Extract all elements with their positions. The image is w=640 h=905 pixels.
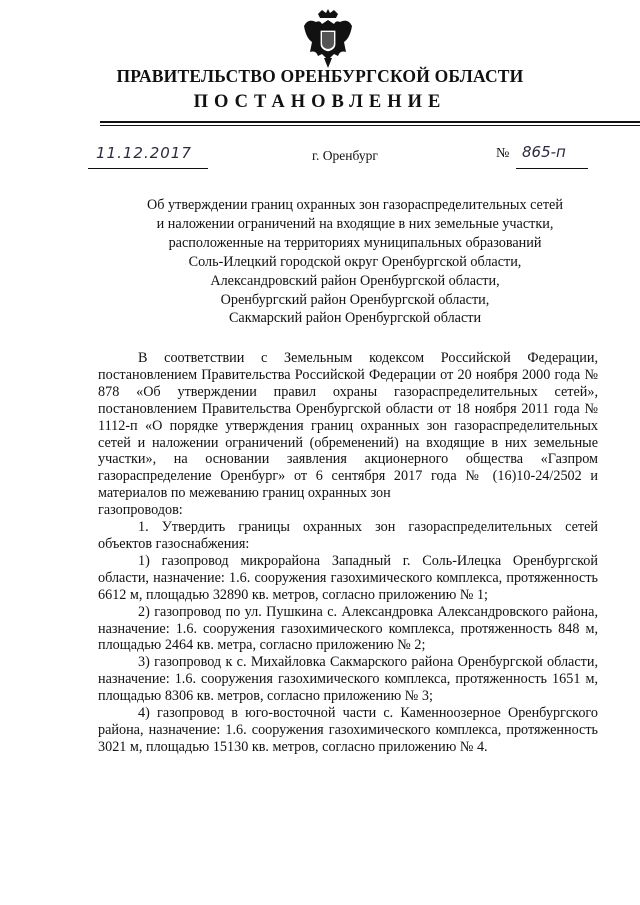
- government-title: ПРАВИТЕЛЬСТВО ОРЕНБУРГСКОЙ ОБЛАСТИ: [116, 66, 524, 86]
- heading-line: Сакмарский район Оренбургской области: [228, 310, 482, 327]
- list-item: 4) газопровод в юго-восточной части с. Каменноозерное Оренбургского района, назначение: 1.6. сооружения газохимического комплекса, протяженность 3021 м, площадью 15130 кв. метров, согласно приложению № 4.: [98, 705, 598, 755]
- city-name: г. Оренбург: [312, 148, 378, 163]
- document-type: ПОСТАНОВЛЕНИЕ: [193, 92, 447, 112]
- heading-line: Оренбургский район Оренбургской области,: [220, 291, 490, 308]
- document-body: [98, 350, 598, 756]
- number-label: №: [496, 146, 510, 161]
- header-rule-thin: [100, 125, 640, 126]
- header-rule-thick: [100, 121, 640, 123]
- list-item: 2) газопровод по ул. Пушкина с. Александровка Александровского района, назначение: 1.6. сооружения газохимического комплекса, протяженность 848 м, площадью 2464 кв. метра, согласно приложению № 2;: [98, 603, 598, 654]
- heading-line: Об утверждении границ охранных зон газораспределительных сетей: [147, 197, 563, 213]
- preamble-tail: газопроводов:: [98, 502, 183, 519]
- list-item: 1) газопровод микрорайона Западный г. Соль-Илецка Оренбургской области, назначение: 1.6. сооружения газохимического комплекса, протяженность 6612 м, площадью 32890 кв. метров, согласно приложению № 1;: [98, 552, 598, 603]
- document-date: 11.12.2017: [96, 144, 192, 162]
- heading-line: расположенные на территориях муниципальных образований: [168, 234, 542, 251]
- heading-line: Соль-Илецкий городской округ Оренбургской области,: [188, 253, 522, 270]
- document-heading: [100, 196, 610, 328]
- heading-line: Александровский район Оренбургской области,: [210, 272, 500, 289]
- coat-of-arms-icon: [300, 8, 356, 70]
- preamble-paragraph: В соответствии с Земельным кодексом Российской Федерации, постановлением Правительства Российской Федерации от 20 ноября 2000 года № 878 «Об утверждении правил охраны газораспределительных сетей», постановлением Правительства Оренбургской области от 18 ноября 2011 года № 1112-п «О порядке утверждения границ охранных зон газораспределительных сетей и наложении ограничений (обременений) на входящие в них земельные участки», на основании заявления акционерного общества «Газпром газораспределение Оренбург» от 6 сентября 2017 года № (16)10-24/2502 и материалов по межеванию границ охранных зон: [98, 350, 598, 502]
- list-item: 3) газопровод к с. Михайловка Сакмарского района Оренбургской области, назначение: 1.6. сооружения газохимического комплекса, протяженность 1651 м, площадью 8306 кв. метров, согласно приложению № 3;: [98, 654, 598, 705]
- heading-line: и наложении ограничений на входящие в них земельные участки,: [156, 215, 554, 232]
- point-1-paragraph: 1. Утвердить границы охранных зон газораспределительных сетей объектов газоснабжения:: [98, 519, 598, 552]
- document-number: 865-п: [522, 143, 566, 161]
